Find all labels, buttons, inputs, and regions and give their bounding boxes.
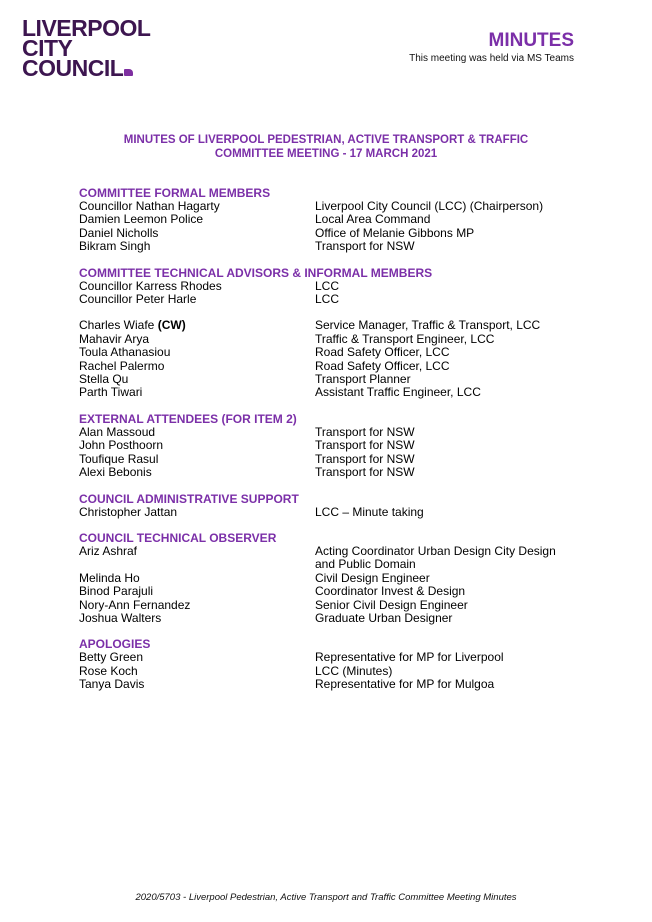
attendee-row [79,293,579,306]
attendee-role: Transport for NSW [315,451,415,466]
attendee-row [79,453,579,466]
attendee-row [79,545,579,572]
attendee-name: Tanya Davis [79,677,145,692]
attendee-role: Graduate Urban Designer [315,610,453,625]
attendee-role: Coordinator Invest & Design [315,584,466,599]
attendee-role: LCC [315,292,340,307]
document-type: MINUTES [488,30,574,51]
section-heading: COMMITTEE TECHNICAL ADVISORS & INFORMAL MEMBERS [79,265,433,280]
attendee-row [79,612,579,625]
attendee-name: Daniel Nicholls [79,225,159,240]
attendee-name: Parth Tiwari [79,385,143,400]
attendee-row [79,426,579,439]
section-external-attendees [79,412,579,480]
attendee-name: John Posthoorn [79,438,164,453]
attendee-name: Alexi Bebonis [79,465,152,480]
attendee-role: Liverpool City Council (LCC) (Chairperson) [315,199,544,213]
attendee-role: Road Safety Officer, LCC [315,345,450,360]
attendee-role: LCC [315,278,340,293]
attendee-row [79,280,579,293]
attendee-role: Representative for MP for Liverpool [315,650,504,665]
attendee-name: Toufique Rasul [79,451,159,466]
attendee-row [79,213,579,226]
attendee-row [79,506,579,519]
attendee-role: Civil Design Engineer [315,570,430,585]
attendee-name: Stella Qu [79,372,129,387]
attendee-name: Councillor Nathan Hagarty [79,199,220,213]
page-footer: 2020/5703 - Liverpool Pedestrian, Active Transport and Traffic Committee Meeting Minutes [135,892,517,903]
attendee-role: Transport for NSW [315,465,415,480]
council-logo [22,15,151,81]
attendee-name: Mahavir Arya [79,331,150,346]
attendee-row [79,346,579,359]
attendee-name: Rose Koch [79,663,138,678]
attendee-name: Joshua Walters [79,610,162,625]
attendee-row [79,333,579,346]
section-technical-advisors [79,266,579,400]
attendee-name: Toula Athanasiou [79,345,171,360]
attendee-role: Representative for MP for Mulgoa [315,677,495,692]
section-admin-support [79,492,579,519]
title-line-2: COMMITTEE MEETING - 17 MARCH 2021 [214,148,438,160]
attendee-role: LCC (Minutes) [315,663,393,678]
attendee-row [79,466,579,479]
logo-mark-icon [124,69,133,76]
attendee-row [79,678,579,691]
attendee-role: Office of Melanie Gibbons MP [315,225,475,240]
attendee-row [79,599,579,612]
attendee-name: Alan Massoud [79,424,156,439]
section-heading: COMMITTEE FORMAL MEMBERS [79,186,271,200]
attendee-role: Acting Coordinator Urban Design City Design and Public Domain [315,543,556,572]
attendee-row [79,373,579,386]
attendee-role: Transport for NSW [315,239,415,254]
section-apologies [79,637,579,691]
title-line-1: MINUTES OF LIVERPOOL PEDESTRIAN, ACTIVE TRANSPORT & TRAFFIC [123,134,529,146]
attendee-row [79,319,579,332]
page-title [0,133,652,161]
attendee-name: Bikram Singh [79,239,151,254]
attendee-row [79,572,579,585]
logo-line-3: COUNCIL [22,55,124,81]
attendee-role: Transport Planner [315,372,411,387]
attendee-role: Road Safety Officer, LCC [315,358,450,373]
attendee-name: Melinda Ho [79,570,140,585]
attendee-initials: (CW) [157,318,186,333]
attendee-name: Councillor Karress Rhodes [79,278,222,293]
attendee-row [79,240,579,253]
logo-line-1: LIVERPOOL [22,15,151,41]
attendee-role: Local Area Command [315,212,431,227]
logo-line-2: CITY [22,35,73,61]
attendance-content [79,186,579,704]
section-heading: EXTERNAL ATTENDEES (FOR ITEM 2) [79,411,297,426]
section-heading: COUNCIL ADMINISTRATIVE SUPPORT [79,491,299,506]
attendee-row [79,227,579,240]
attendee-row [79,386,579,399]
section-formal-members [79,186,579,254]
attendee-name: Betty Green [79,650,144,665]
attendee-row [79,200,579,213]
attendee-name: Councillor Peter Harle [79,292,197,307]
attendee-role: Assistant Traffic Engineer, LCC [315,385,481,400]
attendee-name-text: Charles Wiafe [79,318,158,333]
attendee-name: Damien Leemon Police [79,212,204,227]
attendee-role: Transport for NSW [315,424,415,439]
attendee-name: Nory-Ann Fernandez [79,597,191,612]
attendee-name: Rachel Palermo [79,358,165,373]
attendee-name: Binod Parajuli [79,584,154,599]
attendee-row [79,651,579,664]
section-heading: APOLOGIES [79,637,151,652]
attendee-role: Transport for NSW [315,438,415,453]
meeting-note: This meeting was held via MS Teams [409,53,574,64]
attendee-role: Service Manager, Traffic & Transport, LCC [315,318,541,333]
section-heading: COUNCIL TECHNICAL OBSERVER [79,530,277,545]
attendee-role: Senior Civil Design Engineer [315,597,468,612]
section-technical-observer [79,531,579,625]
attendee-row [79,665,579,678]
attendee-name: Ariz Ashraf [79,543,138,558]
attendee-name [79,319,315,332]
attendee-row [79,439,579,452]
attendee-name: Christopher Jattan [79,504,178,519]
attendee-role: LCC – Minute taking [315,504,424,519]
attendee-role: Traffic & Transport Engineer, LCC [315,331,495,346]
attendee-row [79,360,579,373]
attendee-row [79,585,579,598]
